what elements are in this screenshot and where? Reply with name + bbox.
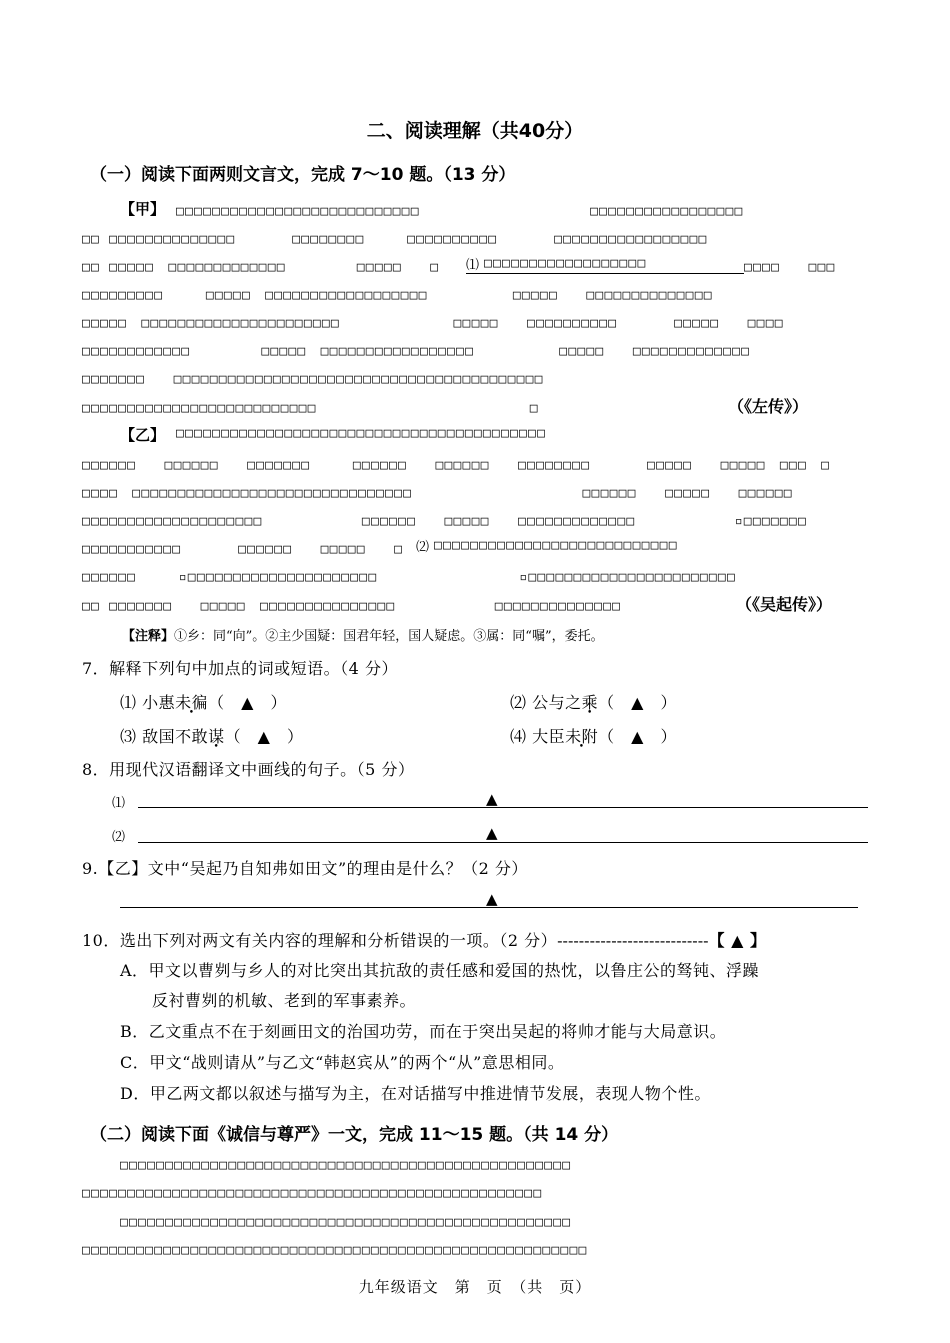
dotted-word: 乘 (581, 693, 599, 712)
source-jia: （《左传》） (728, 397, 809, 416)
dotted-word: 谋 (208, 727, 225, 746)
q8-answer-line-2[interactable] (138, 842, 868, 843)
q10-stem: 10．选出下列对两文有关内容的理解和分析错误的一项。（2 分）----------------------------【 ▲ 】 (82, 931, 767, 950)
q10-option-d: D．甲乙两文都以叙述与描写为主，在对话描写中推进情节发展，表现人物个性。 (120, 1084, 711, 1103)
q7-item-3: ⑶ 敌国不敢谋（ ▲ ） (120, 727, 304, 746)
q10-dashes: ---------------------------- (557, 931, 709, 950)
underline2-label: ⑵ (416, 540, 430, 555)
page-footer: 九年级语文 第 页 （共 页） (358, 1278, 592, 1296)
part1-heading: （一）阅读下面两则文言文，完成 7～10 题。（13 分） (90, 165, 516, 185)
section-title: 二、阅读理解（共40分） (366, 120, 584, 142)
dotted-word: 未附 (565, 727, 599, 746)
q7-item-4: ⑷ 大臣未附（ ▲ ） (510, 727, 677, 746)
q9-answer-mark: ▲ (486, 890, 498, 908)
q10-option-a-cont: 反衬曹刿的机敏、老到的军事素养。 (152, 991, 417, 1010)
part2-heading: （二）阅读下面《诚信与尊严》一文，完成 11～15 题。（共 14 分） (90, 1125, 619, 1145)
jia-tag: 【甲】 (120, 200, 166, 218)
q8-answer-1-mark: ▲ (486, 790, 498, 808)
q8-line1-label: ⑴ (112, 796, 126, 811)
q8-answer-2-mark: ▲ (486, 824, 498, 842)
yi-tag: 【乙】 (120, 426, 166, 444)
q10-answer-bracket: 【 ▲ 】 (708, 931, 767, 950)
q10-option-c: C．甲文“战则请从”与乙文“韩赵宾从”的两个“从”意思相同。 (120, 1053, 565, 1072)
q7-item-1: ⑴ 小惠未徧（ ▲ ） (120, 693, 287, 712)
q10-option-b: B．乙文重点不在于刻画田文的治国功劳，而在于突出吴起的将帅才能与大局意识。 (120, 1022, 727, 1041)
dotted-word: 未徧 (175, 693, 209, 712)
q8-line2-label: ⑵ (112, 830, 126, 845)
q9-stem: 9.【乙】文中“吴起乃自知弗如田文”的理由是什么？（2 分） (82, 859, 528, 878)
q9-answer-line[interactable] (120, 907, 858, 908)
q7-item-2: ⑵ 公与之乘（ ▲ ） (510, 693, 677, 712)
underline1-label: ⑴ (466, 258, 480, 273)
annotation (122, 625, 604, 644)
annotation-label: 【注释】 (122, 629, 175, 644)
q8-answer-line-1[interactable] (138, 807, 868, 808)
source-yi: （《吴起传》） (736, 595, 833, 614)
q10-option-a: A．甲文以曹刿与乡人的对比突出其抗敌的责任感和爱国的热忱，以鲁庄公的驽钝、浮躁 (120, 961, 760, 980)
annotation-text: ①乡：同“向”。②主少国疑：国君年轻，国人疑虑。③属：同“嘱”，委托。 (174, 629, 604, 644)
underline-sentence-1 (466, 273, 744, 274)
q7-stem: 7．解释下列句中加点的词或短语。（4 分） (82, 659, 398, 678)
q8-stem: 8．用现代汉语翻译文中画线的句子。（5 分） (82, 760, 415, 779)
